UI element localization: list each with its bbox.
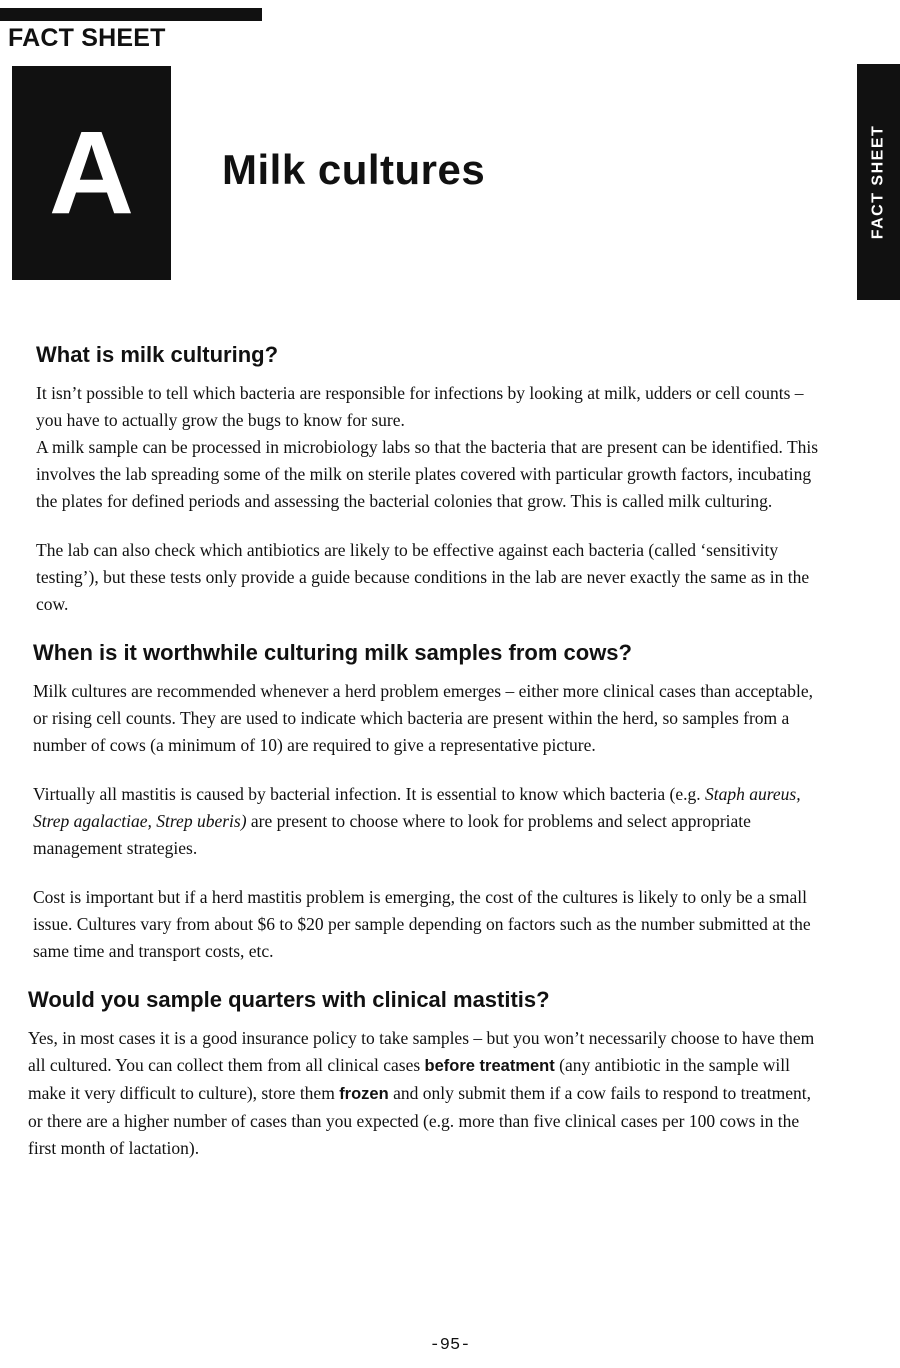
header-label: FACT SHEET — [8, 24, 166, 52]
page-number: -95- — [429, 1336, 471, 1355]
section-heading: Would you sample quarters with clinical mastitis? — [28, 987, 550, 1012]
content — [28, 334, 828, 1184]
side-tab-label: FACT SHEET — [869, 124, 887, 240]
side-tab — [857, 64, 900, 300]
section-what-is-milk-culturing — [28, 342, 828, 618]
section-sample-clinical-quarters — [28, 987, 828, 1162]
fact-sheet-letter-box — [12, 66, 171, 280]
bacteria-names: Staph aureus, Strep agalactiae, Strep uberis) — [33, 784, 801, 831]
paragraph: Milk cultures are recommended whenever a herd problem emerges – either more clinical cases than acceptable, or rising cell counts. They are used to indicate which bacteria are present within the herd, so samples from a number of cows (a minimum of 10) are required to give a representative picture. — [33, 681, 814, 755]
top-rule — [0, 8, 262, 21]
emphasis-before-treatment: before treatment — [424, 1057, 555, 1075]
section-when-worthwhile — [28, 640, 828, 965]
fact-sheet-letter: A — [48, 107, 135, 239]
paragraph: It isn’t possible to tell which bacteria are responsible for infections by looking at milk, udders or cell counts – you have to actually grow the bugs to know for sure. A milk sample can be processed in microbiology labs so that the bacteria that are present can be identified. This involves the lab spreading some of the milk on sterile plates covered with particular growth factors, incubating the plates for defined periods and assessing the bacterial colonies that grow. This is called milk culturing. — [36, 383, 819, 511]
paragraph: Virtually all mastitis is caused by bacterial infection. It is essential to know which bacteria (e.g. Staph aureus, Strep agalactiae, Strep uberis) are present to choose where to look for problems and select appropriate management strategies. — [33, 784, 801, 858]
paragraph: Yes, in most cases it is a good insurance policy to take samples – but you won’t necessarily choose to have them all cultured. You can collect them from all clinical cases before treatment (any antibiotic in the sample will make it very difficult to culture), store them frozen and only submit them if a cow fails to respond to treatment, or there are a higher number of cases than you expected (e.g. more than five clinical cases per 100 cows in the first month of lactation). — [28, 1028, 815, 1158]
section-heading: When is it worthwhile culturing milk samples from cows? — [33, 640, 632, 665]
page-title: Milk cultures — [222, 146, 486, 193]
emphasis-frozen: frozen — [339, 1085, 389, 1103]
section-heading: What is milk culturing? — [36, 342, 279, 367]
paragraph: Cost is important but if a herd mastitis problem is emerging, the cost of the cultures is likely to only be a small issue. Cultures vary from about $6 to $20 per sample depending on factors such as the number submitted at the same time and transport costs, etc. — [33, 887, 811, 961]
paragraph: The lab can also check which antibiotics are likely to be effective against each bacteria (called ‘sensitivity testing’), but these tests only provide a guide because conditions in the lab are never exactly the same as in the cow. — [36, 540, 810, 614]
